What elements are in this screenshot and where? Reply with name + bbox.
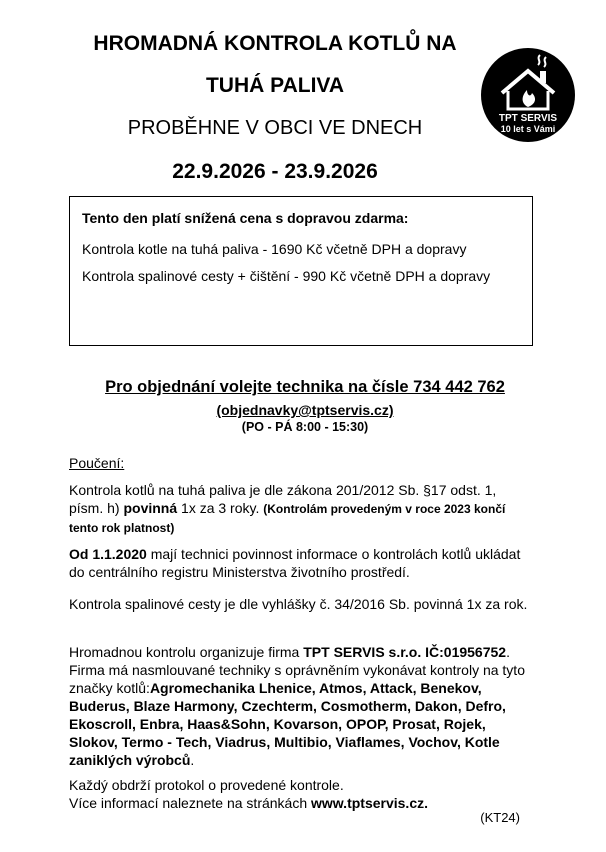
company-name: TPT SERVIS s.r.o. IČ:01956752 bbox=[303, 644, 507, 660]
price-item-flue: Kontrola spalinové cesty + čištění - 990 Kč včetně DPH a dopravy bbox=[82, 268, 491, 284]
event-dates: 22.9.2026 - 23.9.2026 bbox=[172, 160, 378, 183]
website-text: Více informací naleznete na stránkách bbox=[69, 795, 312, 811]
document-code: (KT24) bbox=[480, 810, 520, 825]
info-paragraph-law bbox=[69, 481, 533, 537]
law-note: (Kontrolám provedeným v roce 2023 končí tento rok platnost) bbox=[69, 502, 506, 535]
info-paragraph-flue bbox=[69, 595, 533, 613]
info-paragraph-company bbox=[69, 643, 533, 769]
page-title: HROMADNÁ KONTROLA KOTLŮ NA bbox=[93, 32, 457, 55]
info-heading bbox=[69, 454, 533, 472]
flue-text: Kontrola spalinové cesty je dle vyhlášky č. 34/2016 Sb. povinná 1x za rok. bbox=[69, 596, 528, 612]
order-phone[interactable]: Pro objednání volejte technika na čísle 734 442 762 bbox=[105, 378, 505, 396]
logo-name: TPT SERVIS bbox=[498, 113, 558, 124]
order-email-link[interactable]: (objednavky@tptservis.cz) bbox=[216, 402, 394, 418]
company-logo bbox=[480, 47, 576, 143]
info-paragraph-registry bbox=[69, 545, 533, 581]
law-mandatory: povinná bbox=[123, 500, 178, 516]
order-hours: (PO - PÁ 8:00 - 15:30) bbox=[241, 420, 369, 434]
info-heading-text: Poučení: bbox=[69, 455, 125, 471]
info-paragraph-protocol bbox=[69, 776, 533, 812]
company-text-2: . Firma má nasmlouvané techniky s oprávněním vykonávat kontroly na tyto značky kotlů: bbox=[69, 644, 525, 696]
protocol-text: Každý obdrží protokol o provedené kontrole. bbox=[69, 777, 344, 793]
website-link[interactable]: www.tptservis.cz. bbox=[311, 795, 428, 811]
registry-text: mají technici povinnost informace o kontrolách kotlů ukládat do centrálního registru Ministerstva životního prostředí. bbox=[69, 546, 521, 580]
law-text-2: 1x za 3 roky. bbox=[177, 500, 264, 516]
price-box bbox=[69, 196, 533, 346]
house-flame-icon bbox=[480, 47, 576, 143]
page-title-line2: TUHÁ PALIVA bbox=[205, 74, 345, 97]
registry-date: Od 1.1.2020 bbox=[69, 546, 147, 562]
page-subtitle: PROBĚHNE V OBCI VE DNECH bbox=[127, 117, 423, 139]
law-text: Kontrola kotlů na tuhá paliva je dle zákona 201/2012 Sb. §17 odst. 1, písm. h) bbox=[69, 482, 497, 516]
logo-tagline: 10 let s Vámi bbox=[500, 124, 556, 134]
price-item-boiler: Kontrola kotle na tuhá paliva - 1690 Kč včetně DPH a dopravy bbox=[82, 241, 467, 257]
brand-list: Agromechanika Lhenice, Atmos, Attack, Benekov, Buderus, Blaze Harmony, Czechterm, Cosmotherm, Dakon, Defro, Ekoscroll, Enbra, Haas&Sohn, Kovarson, OPOP, Prosat, Rojek, Slokov, Termo - Tech, Viadrus, Multibio, Viaflames, Vochov, Kotle zaniklých výrobců bbox=[69, 680, 506, 768]
company-end: . bbox=[190, 752, 195, 768]
company-text: Hromadnou kontrolu organizuje firma bbox=[69, 644, 304, 660]
price-heading: Tento den platí snížená cena s dopravou zdarma: bbox=[82, 210, 409, 226]
